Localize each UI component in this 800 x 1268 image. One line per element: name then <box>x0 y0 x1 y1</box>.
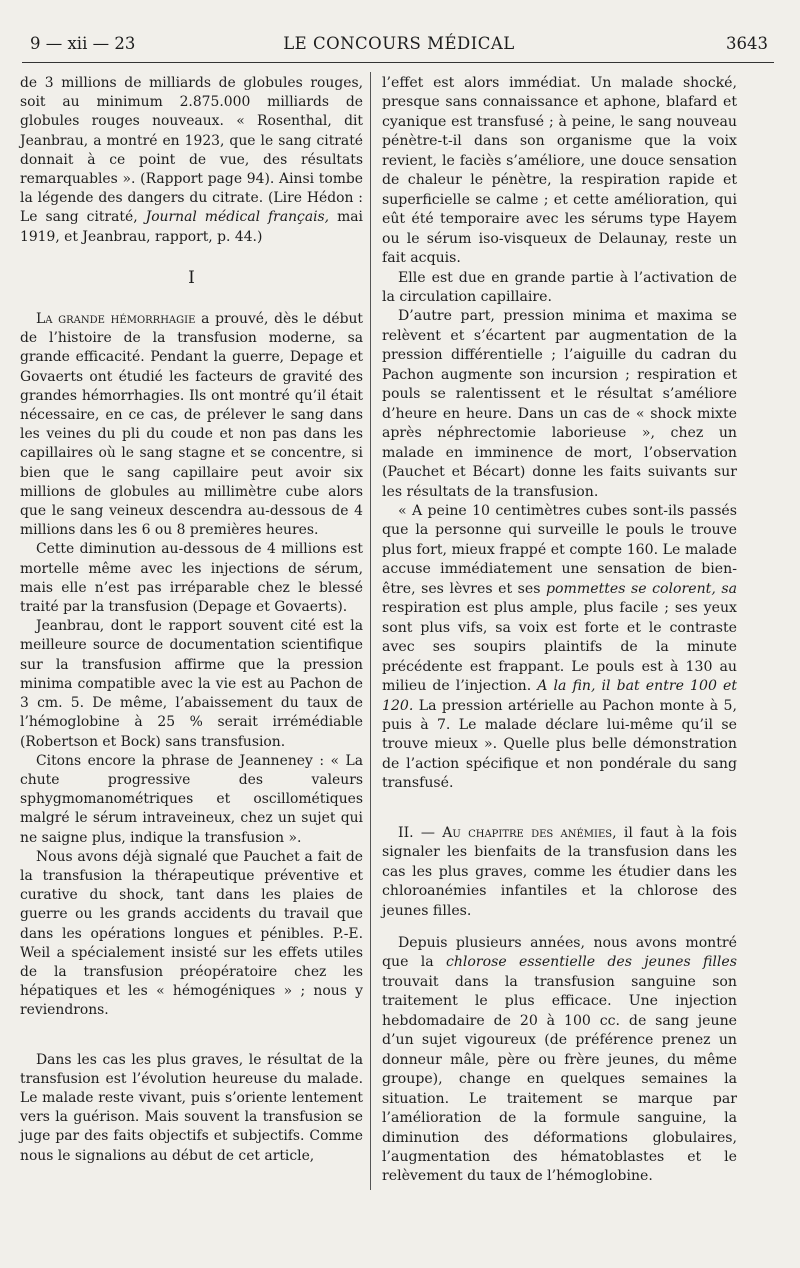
paragraph-diminution: Cette diminution au-dessous de 4 millions est mortelle même avec les injections de sérum, mais elle n’est pas irréparable chez le blessé traité par la transfusion (Depage et Govaerts). <box>20 541 363 616</box>
section-lead: La grande hémorrhagie <box>36 311 196 328</box>
paragraph-jeanneney: Citons encore la phrase de Jeanneney : « La chute progressive des valeurs sphygmomanométriques et oscillométiques malgré le sérum intraveineux, chez un sujet qui ne saigne plus, indique la transfusion ». <box>20 752 363 846</box>
paragraph-quotation: « A peine 10 centimètres cubes sont-ils passés que la personne qui surveille le pouls le trouve plus fort, mieux frappé et compte 160. Le malade accuse immédiatement une sensation de bien-être, ses lèvres et ses pommettes se colorent, sa respiration est plus ample, plus facile ; ses yeux sont plus vifs, sa voix est forte et le contraste avec ses soupirs plaintifs de la minute précédente est frappant. Le pouls est à 130 au milieu de l’injection. A la fin, il bat entre 100 et 120. La pression artérielle au Pachon monte à 5, puis à 7. Le malade déclare lui-même qu’il se trouve mieux ». Quelle plus belle démonstration de l’action spécifique et non pondérale du sang transfusé. <box>382 502 737 792</box>
paragraph-pauchet: Nous avons déjà signalé que Pauchet a fait de la transfusion la thérapeutique préventive et curative du shock, tant dans les plaies de guerre ou les grands accidents du travail que dans les opérations longues et pénibles. P.-E. Weil a spécialement insisté sur les effets utiles de la transfusion préopératoire chez les hépatiques et les « hémogéniques » ; nous y reviendrons. <box>20 848 363 1019</box>
paragraph-pressure: D’autre part, pression minima et maxima se relèvent et s’écartent par augmentation de la pression différentielle ; l’aiguille du cadran du Pachon augmente son incursion ; respiration et pouls se ralentissent et le résultat s’améliore d’heure en heure. Dans un cas de « shock mixte après néphrectomie laborieuse », chez un malade en imminence de mort, l’observation (Pauchet et Bécart) donne les faits suivants sur les résultats de la transfusion. <box>382 308 737 500</box>
paragraph-effect: l’effet est alors immédiat. Un malade shocké, presque sans connaissance et aphone, blafard et cyanique est transfusé ; à peine, le sang nouveau pénètre-t-il dans son organisme que la voix revient, le faciès s’améliore, une douce sensation de chaleur le pénètre, la respiration rapide et superficielle se calme ; et cette amélioration, qui eût été temporaire avec les sérums type Hayem ou le sérum iso-visqueux de Delaunay, reste un fait acquis. <box>382 75 737 267</box>
page-number: 3643 <box>726 34 768 53</box>
paragraph-jeanbrau: Jeanbrau, dont le rapport souvent cité est la meilleure source de documentation scientifique sur la transfusion affirme que la pression minima compatible avec la vie est au Pachon de 3 cm. 5. De même, l’abaissement du taux de l’hémoglobine à 25 % serait irrémédiable (Robertson et Bock) sans transfusion. <box>20 618 363 750</box>
paragraph-anemias: II. — Au chapitre des anémies, il faut à la fois signaler les bienfaits de la transfusion dans les cas les plus graves, comme les étudier dans les chloroanémies infantiles et la chlorose des jeunes filles. <box>382 824 738 919</box>
paragraph-hemorrhage: La grande hémorrhagie a prouvé, dès le début de l’histoire de la transfusion moderne, sa grande efficacité. Pendant la guerre, Depage et Govaerts ont étudié les facteurs de gravité des grandes hémorrhagies. Ils ont montré qu’il était nécessaire, en ce cas, de prélever le sang dans les veines du pli du coude et non pas dans les capillaires où le sang stagne et se concentre, si bien que le sang capillaire peut avoir six millions de globules au millimètre cube alors que le sang veineux descendra au-dessous de 4 millions dans les 6 ou 8 premières heures. <box>20 311 364 539</box>
right-column <box>382 74 737 1187</box>
running-header <box>30 34 768 58</box>
section-number-ii: II. — <box>398 824 443 841</box>
section-lead: Au chapitre des anémies <box>442 824 613 841</box>
issue-reference: 9 — xii — 23 <box>30 34 136 53</box>
paragraph-grave-cases: Dans les cas les plus graves, le résultat de la transfusion est l’évolution heureuse du malade. Le malade reste vivant, puis s’oriente lentement vers la guérison. Mais souvent la transfusion se juge par des faits objectifs et subjectifs. Comme nous le signalions au début de cet article, <box>20 1051 363 1164</box>
paragraph-chlorosis: Depuis plusieurs années, nous avons montré que la chlorose essentielle des jeunes filles trouvait dans la transfusion sanguine son traitement le plus efficace. Une injection hebdomadaire de 20 à 100 cc. de sang jeune d’un sujet vigoureux (de préférence prenez un donneur mâle, père ou frère jeunes, du même groupe), change en quelques semaines la situation. Le traitement se marque par l’amélioration de la formule sanguine, la diminution des déformations globulaires, l’augmentation des hématoblastes et le relèvement du taux de l’hémoglobine. <box>382 935 738 1185</box>
journal-title: LE CONCOURS MÉDICAL <box>283 34 515 53</box>
journal-reference: Journal médical français, <box>145 209 330 226</box>
column-divider <box>370 72 371 1190</box>
paragraph-citrate: de 3 millions de milliards de globules rouges, soit au minimum 2.875.000 milliards de globules rouges nouveaux. « Rosenthal, dit Jeanbrau, a montré en 1923, que le sang citraté donnait à ce point de vue, des résultats remarquables ». (Rapport page 94). Ainsi tombe la légende des dangers du citrate. (Lire Hédon : Le sang citraté, Journal médical français, mai 1919, et Jeanbrau, rapport, p. 44.) <box>20 75 363 245</box>
left-column <box>20 74 363 1166</box>
paragraph-capillary: Elle est due en grande partie à l’activation de la circulation capillaire. <box>382 269 737 305</box>
header-rule <box>22 62 774 63</box>
section-number: I <box>188 267 195 288</box>
